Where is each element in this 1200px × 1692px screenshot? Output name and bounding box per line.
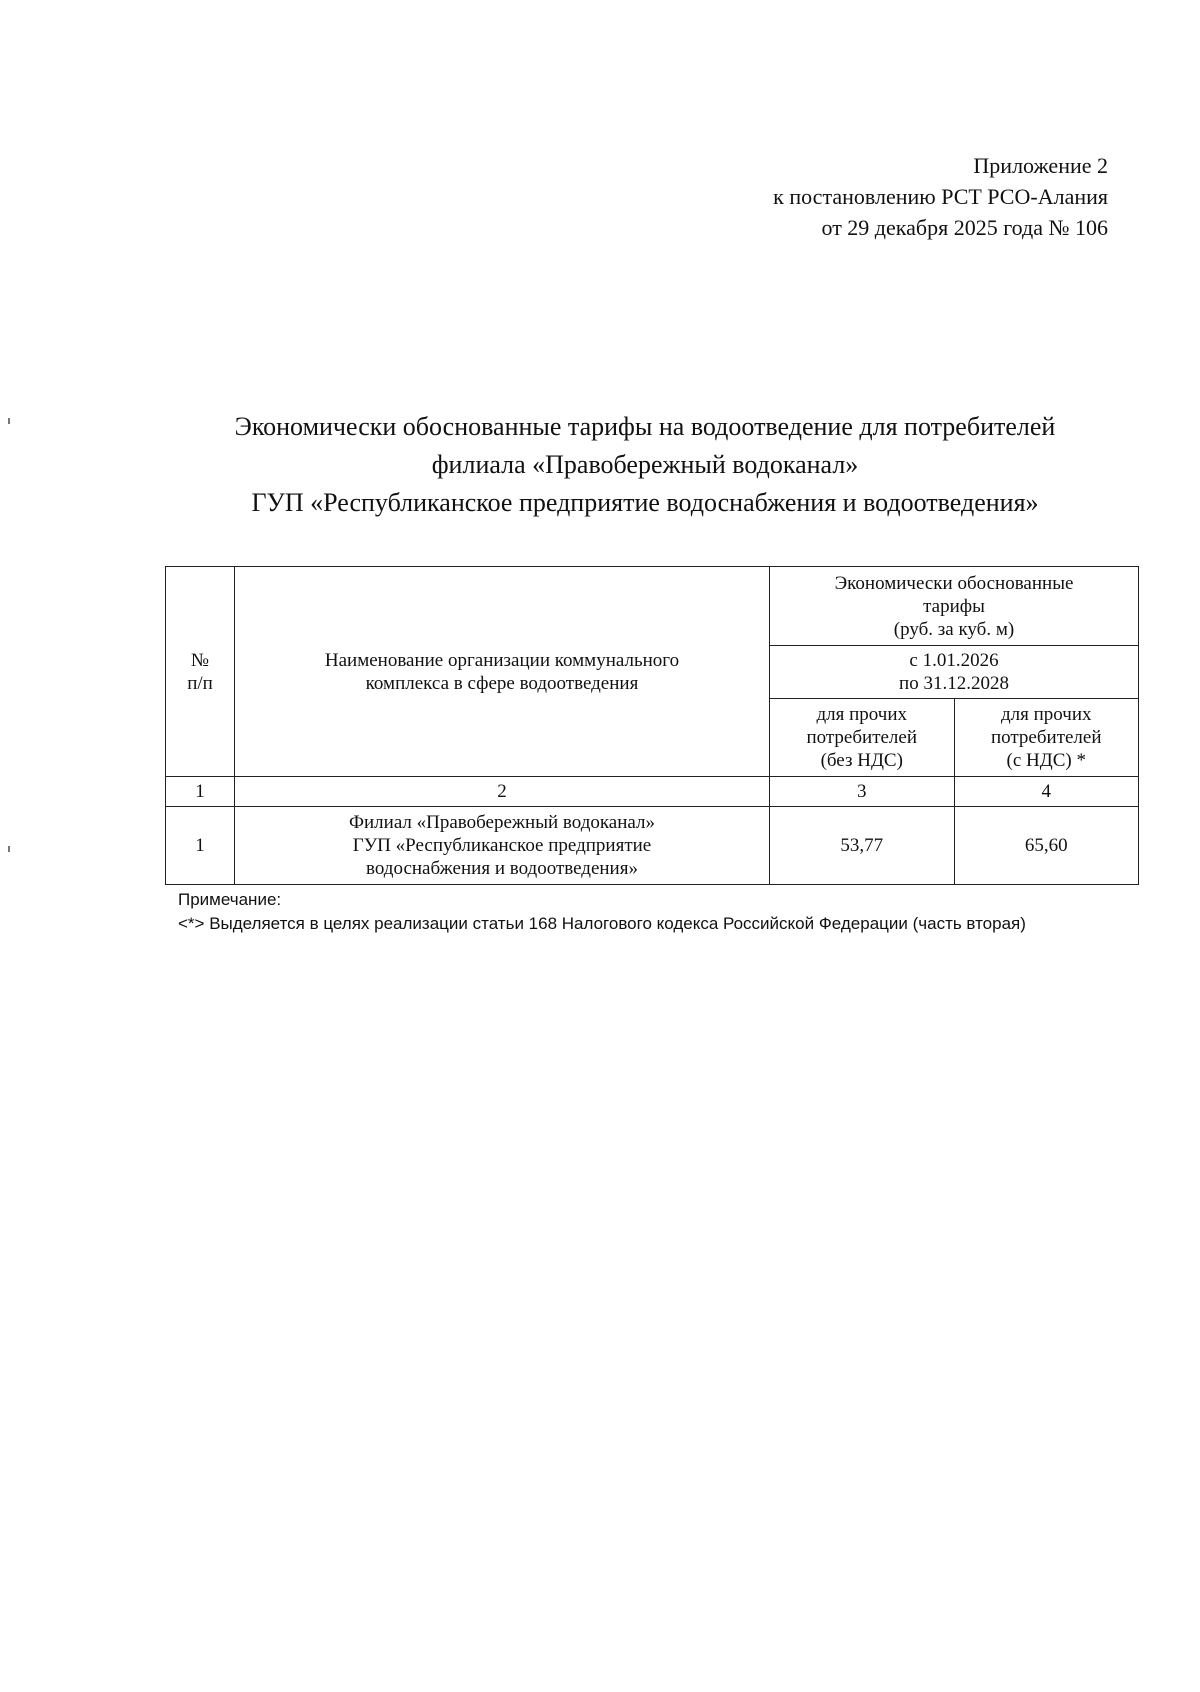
- header-col3-line-2: потребителей: [806, 727, 918, 748]
- header-name-line-2: комплекса в сфере водоотведения: [365, 672, 639, 694]
- footnote: [178, 888, 1026, 936]
- document-title: [150, 408, 1140, 522]
- header-period-cell: [770, 646, 1139, 699]
- header-col4-line-3: (с НДС) *: [1006, 750, 1086, 771]
- header-num-line-1: №: [190, 649, 210, 671]
- row-name-line-1: Филиал «Правобережный водоканал»: [348, 812, 655, 833]
- header-period-line-2: по 31.12.2028: [899, 673, 1009, 694]
- header-tariffs-line-1: Экономически обоснованные: [834, 572, 1074, 594]
- column-index-2: 2: [235, 777, 770, 807]
- row-name-cell: [235, 807, 770, 885]
- header-num-cell: [166, 567, 235, 777]
- header-tariffs-line-3: (руб. за куб. м): [893, 618, 1015, 640]
- header-col4-line-2: потребителей: [990, 727, 1102, 748]
- row-tariff-no-vat-cell: 53,77: [770, 807, 955, 885]
- header-tariffs-cell: [770, 567, 1139, 646]
- title-line-1: Экономически обоснованные тарифы на водоотведение для потребителей: [234, 412, 1056, 441]
- row-num-cell: 1: [166, 807, 235, 885]
- tariffs-table: [165, 566, 1139, 885]
- header-col3-cell: [770, 699, 955, 777]
- appendix-line-1: Приложение 2: [973, 153, 1108, 178]
- header-period-line-1: с 1.01.2026: [909, 650, 999, 671]
- header-col4-line-1: для прочих: [1000, 704, 1092, 725]
- column-index-3: 3: [770, 777, 955, 807]
- table-row: [166, 807, 1139, 885]
- title-line-3: ГУП «Республиканское предприятие водоснабжения и водоотведения»: [251, 488, 1039, 517]
- header-num-line-2: п/п: [187, 672, 213, 694]
- scan-margin-mark: [8, 846, 10, 852]
- row-name-line-3: водоснабжения и водоотведения»: [366, 858, 638, 879]
- scan-margin-mark: [8, 418, 10, 424]
- column-index-1: 1: [166, 777, 235, 807]
- appendix-line-2: к постановлению РСТ РСО-Алания: [773, 184, 1108, 209]
- header-name-cell: [235, 567, 770, 777]
- appendix-header: [773, 150, 1108, 243]
- footnote-text: <*> Выделяется в целях реализации статьи 168 Налогового кодекса Российской Федерации (часть вторая): [178, 914, 1026, 933]
- title-line-2: филиала «Правобережный водоканал»: [431, 450, 859, 479]
- appendix-line-3: от 29 декабря 2025 года № 106: [821, 215, 1108, 240]
- column-index-row: [166, 777, 1139, 807]
- row-name-line-2: ГУП «Республиканское предприятие: [352, 835, 652, 856]
- header-col4-cell: [954, 699, 1139, 777]
- header-tariffs-line-2: тарифы: [923, 595, 985, 617]
- header-name-line-1: Наименование организации коммунального: [324, 649, 680, 671]
- header-col3-line-3: (без НДС): [820, 750, 903, 771]
- header-col3-line-1: для прочих: [816, 704, 908, 725]
- footnote-label: Примечание:: [178, 890, 282, 909]
- row-tariff-with-vat-cell: 65,60: [954, 807, 1139, 885]
- header-row-1: [166, 567, 1139, 646]
- column-index-4: 4: [954, 777, 1139, 807]
